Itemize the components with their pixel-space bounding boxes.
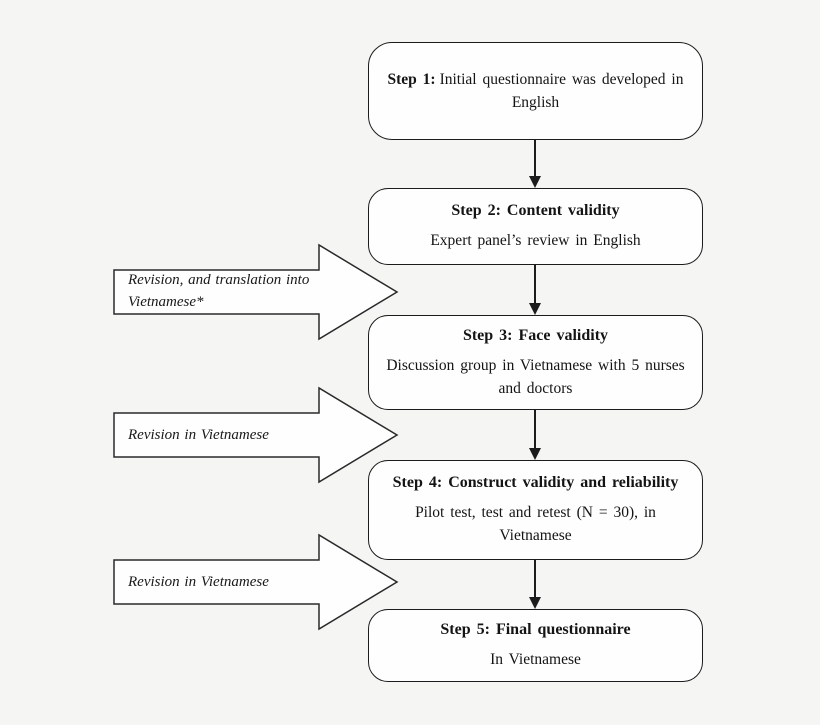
step-5-box [368, 609, 703, 682]
down-arrow-connector-4 [534, 560, 536, 597]
step-1-heading: Step 1: [387, 71, 436, 88]
step-5-heading: Step 5: Final questionnaire [440, 621, 631, 638]
down-arrow-connector-2 [534, 265, 536, 303]
step-1-body: Initial questionnaire was developed in English [439, 71, 684, 111]
step-1-text [381, 68, 690, 114]
revision-arrow-1 [113, 243, 399, 341]
revision-arrow-3-label: Revision in Vietnamese [128, 574, 269, 590]
step-4-box [368, 460, 703, 560]
revision-arrow-2 [113, 386, 399, 484]
revision-arrow-3 [113, 533, 399, 631]
step-4-heading: Step 4: Construct validity and reliability [392, 474, 679, 491]
down-arrow-connector-1 [534, 140, 536, 176]
step-3-heading: Step 3: Face validity [462, 326, 609, 344]
revision-arrow-1-label: Revision, and translation into Vietnamese* [128, 272, 310, 310]
step-5-body: In Vietnamese [490, 651, 581, 668]
down-arrow-connector-3 [534, 410, 536, 448]
step-4-body: Pilot test, test and retest (N = 30), in Vietnamese [415, 504, 656, 544]
step-2-box [368, 188, 703, 265]
step-1-box [368, 42, 703, 140]
step-3-box [368, 315, 703, 410]
step-2-body: Expert panel’s review in English [430, 232, 641, 249]
step-2-heading: Step 2: Content validity [451, 202, 620, 219]
revision-arrow-2-label: Revision in Vietnamese [128, 427, 269, 443]
step-3-body: Discussion group in Vietnamese with 5 nurses and doctors [386, 356, 685, 397]
